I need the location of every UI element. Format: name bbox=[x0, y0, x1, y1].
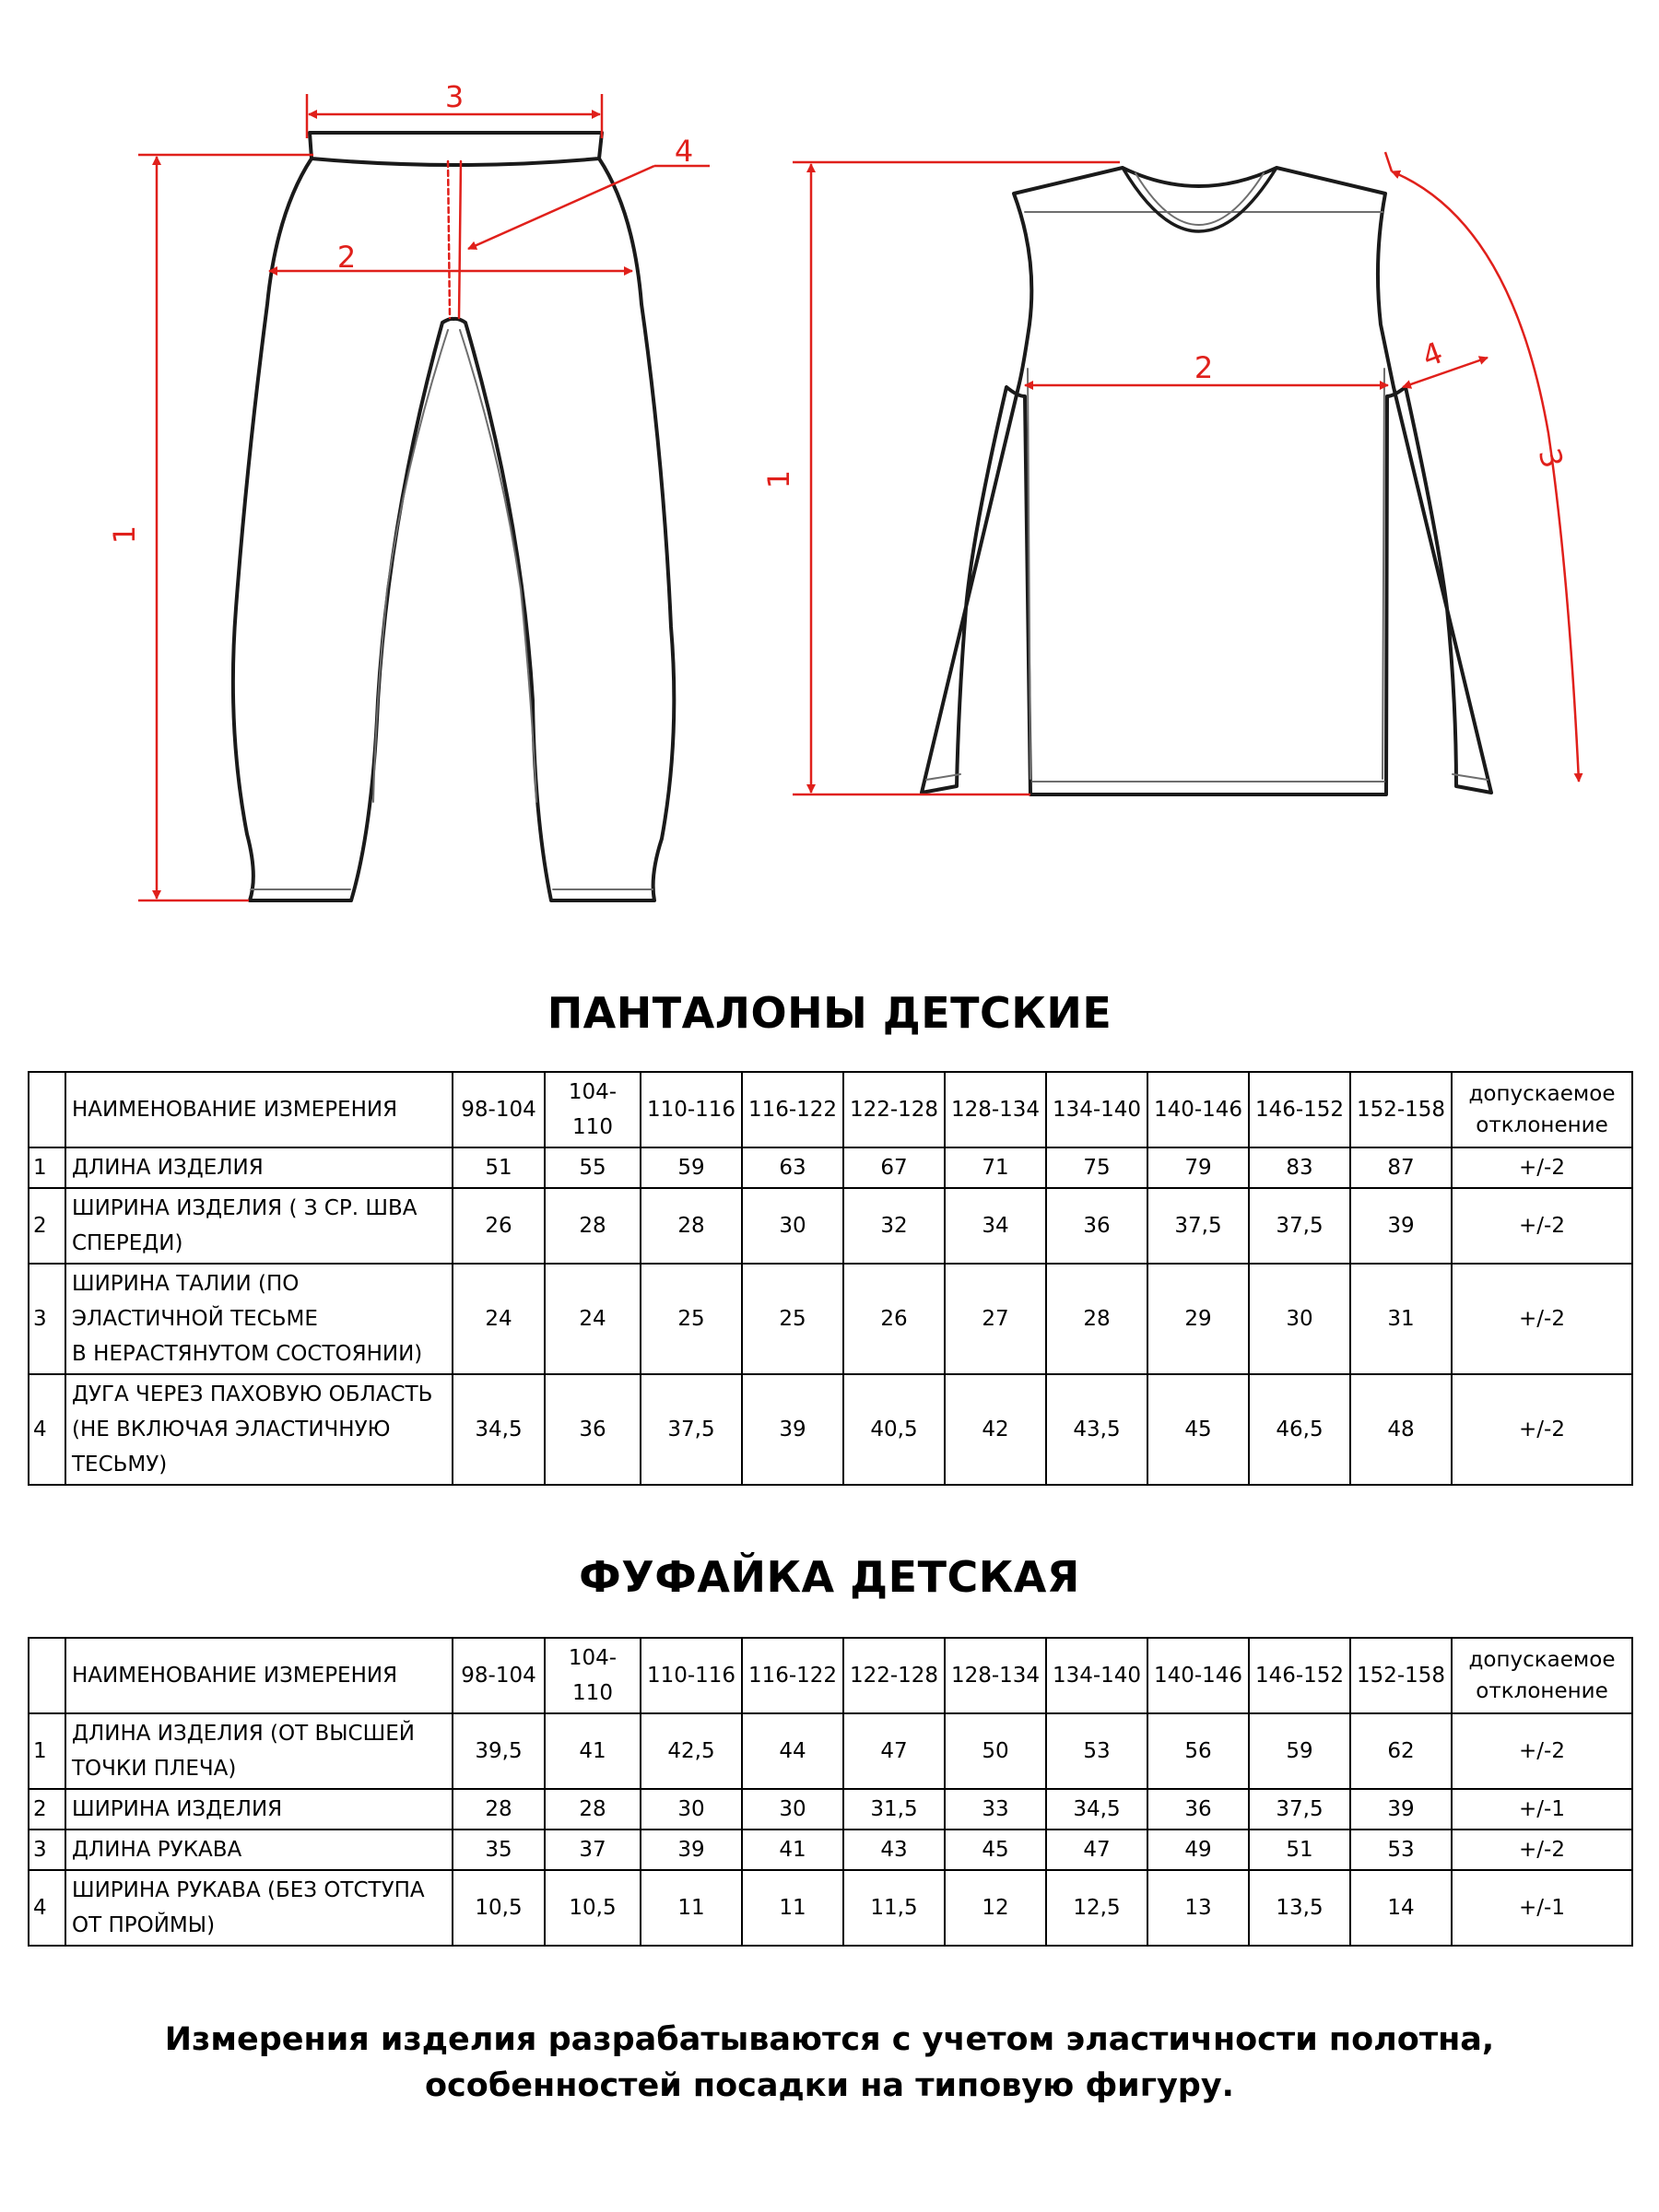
size-header: 104-110 bbox=[545, 1072, 641, 1147]
value-cell: 13,5 bbox=[1249, 1870, 1350, 1946]
row-number: 4 bbox=[29, 1374, 65, 1485]
value-cell: 83 bbox=[1249, 1147, 1350, 1188]
value-cell: 25 bbox=[641, 1264, 742, 1374]
value-cell: 11 bbox=[641, 1870, 742, 1946]
value-cell: 39 bbox=[1350, 1789, 1452, 1830]
value-cell: 53 bbox=[1350, 1830, 1452, 1870]
value-cell: 39 bbox=[1350, 1188, 1452, 1264]
measurement-name: ДЛИНА РУКАВА bbox=[65, 1830, 453, 1870]
shirt-label-length: 1 bbox=[761, 469, 796, 489]
header-num-cell bbox=[29, 1072, 65, 1147]
value-cell: 10,5 bbox=[545, 1870, 641, 1946]
table-row bbox=[29, 1830, 1632, 1870]
value-cell: 87 bbox=[1350, 1147, 1452, 1188]
pants-label-crotch: 4 bbox=[674, 134, 694, 169]
value-cell: 33 bbox=[945, 1789, 1046, 1830]
size-header: 122-128 bbox=[843, 1072, 945, 1147]
row-number: 2 bbox=[29, 1188, 65, 1264]
pants-drawing bbox=[233, 133, 674, 900]
value-cell: 26 bbox=[843, 1264, 945, 1374]
value-cell: 59 bbox=[1249, 1713, 1350, 1789]
header-name-cell: НАИМЕНОВАНИЕ ИЗМЕРЕНИЯ bbox=[65, 1638, 453, 1713]
table-row bbox=[29, 1713, 1632, 1789]
value-cell: 42,5 bbox=[641, 1713, 742, 1789]
tolerance-cell: +/-2 bbox=[1452, 1188, 1632, 1264]
value-cell: 37 bbox=[545, 1830, 641, 1870]
tolerance-cell: +/-2 bbox=[1452, 1374, 1632, 1485]
value-cell: 49 bbox=[1147, 1830, 1249, 1870]
footer-line-1: Измерения изделия разрабатываются с учетом эластичности полотна, bbox=[164, 2021, 1495, 2058]
value-cell: 26 bbox=[453, 1188, 545, 1264]
value-cell: 46,5 bbox=[1249, 1374, 1350, 1485]
row-number: 3 bbox=[29, 1264, 65, 1374]
value-cell: 28 bbox=[641, 1188, 742, 1264]
value-cell: 36 bbox=[1046, 1188, 1147, 1264]
value-cell: 55 bbox=[545, 1147, 641, 1188]
row-number: 2 bbox=[29, 1789, 65, 1830]
row-number: 1 bbox=[29, 1713, 65, 1789]
measurement-name: ШИРИНА ТАЛИИ (ПО ЭЛАСТИЧНОЙ ТЕСЬМЕ В НЕРАСТЯНУТОМ СОСТОЯНИИ) bbox=[65, 1264, 453, 1374]
footer-line-2: особенностей посадки на типовую фигуру. bbox=[425, 2067, 1234, 2104]
table-row bbox=[29, 1147, 1632, 1188]
shirt-body bbox=[922, 168, 1491, 794]
shirt-label-sleeve-width: 4 bbox=[1418, 335, 1448, 374]
pants-table-title: ПАНТАЛОНЫ ДЕТСКИЕ bbox=[547, 988, 1112, 1038]
table-row bbox=[29, 1789, 1632, 1830]
value-cell: 79 bbox=[1147, 1147, 1249, 1188]
value-cell: 63 bbox=[742, 1147, 843, 1188]
size-header: 116-122 bbox=[742, 1072, 843, 1147]
value-cell: 11,5 bbox=[843, 1870, 945, 1946]
value-cell: 43,5 bbox=[1046, 1374, 1147, 1485]
size-header: 146-152 bbox=[1249, 1072, 1350, 1147]
tolerance-cell: +/-1 bbox=[1452, 1789, 1632, 1830]
value-cell: 39 bbox=[742, 1374, 843, 1485]
value-cell: 14 bbox=[1350, 1870, 1452, 1946]
measurement-name: ШИРИНА ИЗДЕЛИЯ bbox=[65, 1789, 453, 1830]
value-cell: 13 bbox=[1147, 1870, 1249, 1946]
size-header: 140-146 bbox=[1147, 1072, 1249, 1147]
value-cell: 42 bbox=[945, 1374, 1046, 1485]
pants-waistband bbox=[310, 133, 602, 165]
value-cell: 39,5 bbox=[453, 1713, 545, 1789]
measurement-diagrams bbox=[0, 0, 1659, 922]
value-cell: 67 bbox=[843, 1147, 945, 1188]
size-header: 140-146 bbox=[1147, 1638, 1249, 1713]
value-cell: 51 bbox=[1249, 1830, 1350, 1870]
tolerance-cell: +/-2 bbox=[1452, 1264, 1632, 1374]
table-row bbox=[29, 1188, 1632, 1264]
value-cell: 25 bbox=[742, 1264, 843, 1374]
tolerance-cell: +/-2 bbox=[1452, 1830, 1632, 1870]
value-cell: 51 bbox=[453, 1147, 545, 1188]
shirt-table-title: ФУФАЙКА ДЕТСКАЯ bbox=[579, 1552, 1080, 1602]
size-header: 98-104 bbox=[453, 1072, 545, 1147]
value-cell: 40,5 bbox=[843, 1374, 945, 1485]
value-cell: 41 bbox=[545, 1713, 641, 1789]
tolerance-header: допускаемое отклонение bbox=[1452, 1638, 1632, 1713]
value-cell: 75 bbox=[1046, 1147, 1147, 1188]
value-cell: 62 bbox=[1350, 1713, 1452, 1789]
tolerance-header: допускаемое отклонение bbox=[1452, 1072, 1632, 1147]
shirt-drawing bbox=[922, 168, 1491, 794]
value-cell: 37,5 bbox=[641, 1374, 742, 1485]
size-header: 122-128 bbox=[843, 1638, 945, 1713]
value-cell: 12,5 bbox=[1046, 1870, 1147, 1946]
value-cell: 43 bbox=[843, 1830, 945, 1870]
size-header: 134-140 bbox=[1046, 1638, 1147, 1713]
size-header: 146-152 bbox=[1249, 1638, 1350, 1713]
pants-label-hip: 2 bbox=[336, 240, 357, 275]
shirt-label-sleeve-length: 3 bbox=[1531, 444, 1571, 472]
value-cell: 36 bbox=[545, 1374, 641, 1485]
value-cell: 11 bbox=[742, 1870, 843, 1946]
value-cell: 31 bbox=[1350, 1264, 1452, 1374]
tolerance-cell: +/-1 bbox=[1452, 1870, 1632, 1946]
pants-center-seam bbox=[448, 161, 450, 318]
tolerance-cell: +/-2 bbox=[1452, 1713, 1632, 1789]
value-cell: 59 bbox=[641, 1147, 742, 1188]
table-row bbox=[29, 1374, 1632, 1485]
value-cell: 31,5 bbox=[843, 1789, 945, 1830]
value-cell: 29 bbox=[1147, 1264, 1249, 1374]
size-header: 98-104 bbox=[453, 1638, 545, 1713]
value-cell: 27 bbox=[945, 1264, 1046, 1374]
pants-table-header-row bbox=[29, 1072, 1632, 1147]
shirt-label-width: 2 bbox=[1194, 350, 1214, 385]
value-cell: 41 bbox=[742, 1830, 843, 1870]
table-row bbox=[29, 1870, 1632, 1946]
value-cell: 30 bbox=[742, 1789, 843, 1830]
row-number: 3 bbox=[29, 1830, 65, 1870]
value-cell: 30 bbox=[641, 1789, 742, 1830]
tolerance-cell: +/-2 bbox=[1452, 1147, 1632, 1188]
row-number: 4 bbox=[29, 1870, 65, 1946]
value-cell: 47 bbox=[843, 1713, 945, 1789]
value-cell: 30 bbox=[742, 1188, 843, 1264]
header-num-cell bbox=[29, 1638, 65, 1713]
footer-note bbox=[0, 2017, 1659, 2109]
pants-size-table bbox=[28, 1071, 1633, 1486]
value-cell: 24 bbox=[545, 1264, 641, 1374]
size-header: 116-122 bbox=[742, 1638, 843, 1713]
measurement-name: ШИРИНА ИЗДЕЛИЯ ( З СР. ШВА СПЕРЕДИ) bbox=[65, 1188, 453, 1264]
value-cell: 45 bbox=[945, 1830, 1046, 1870]
value-cell: 37,5 bbox=[1147, 1188, 1249, 1264]
value-cell: 34 bbox=[945, 1188, 1046, 1264]
measurement-name: ДУГА ЧЕРЕЗ ПАХОВУЮ ОБЛАСТЬ (НЕ ВКЛЮЧАЯ ЭЛАСТИЧНУЮ ТЕСЬМУ) bbox=[65, 1374, 453, 1485]
value-cell: 10,5 bbox=[453, 1870, 545, 1946]
value-cell: 47 bbox=[1046, 1830, 1147, 1870]
value-cell: 37,5 bbox=[1249, 1789, 1350, 1830]
shirt-dimensions bbox=[793, 152, 1579, 794]
pants-label-waist: 3 bbox=[444, 79, 465, 114]
size-header: 152-158 bbox=[1350, 1638, 1452, 1713]
value-cell: 28 bbox=[545, 1188, 641, 1264]
measurement-name: ДЛИНА ИЗДЕЛИЯ bbox=[65, 1147, 453, 1188]
value-cell: 53 bbox=[1046, 1713, 1147, 1789]
value-cell: 50 bbox=[945, 1713, 1046, 1789]
row-number: 1 bbox=[29, 1147, 65, 1188]
size-header: 128-134 bbox=[945, 1072, 1046, 1147]
size-header: 128-134 bbox=[945, 1638, 1046, 1713]
header-name-cell: НАИМЕНОВАНИЕ ИЗМЕРЕНИЯ bbox=[65, 1072, 453, 1147]
value-cell: 37,5 bbox=[1249, 1188, 1350, 1264]
value-cell: 32 bbox=[843, 1188, 945, 1264]
value-cell: 34,5 bbox=[453, 1374, 545, 1485]
size-header: 110-116 bbox=[641, 1072, 742, 1147]
measurement-name: ДЛИНА ИЗДЕЛИЯ (ОТ ВЫСШЕЙ ТОЧКИ ПЛЕЧА) bbox=[65, 1713, 453, 1789]
value-cell: 48 bbox=[1350, 1374, 1452, 1485]
value-cell: 24 bbox=[453, 1264, 545, 1374]
value-cell: 56 bbox=[1147, 1713, 1249, 1789]
value-cell: 12 bbox=[945, 1870, 1046, 1946]
value-cell: 71 bbox=[945, 1147, 1046, 1188]
value-cell: 34,5 bbox=[1046, 1789, 1147, 1830]
size-header: 134-140 bbox=[1046, 1072, 1147, 1147]
size-header: 104-110 bbox=[545, 1638, 641, 1713]
value-cell: 28 bbox=[1046, 1264, 1147, 1374]
shirt-table-header-row bbox=[29, 1638, 1632, 1713]
value-cell: 30 bbox=[1249, 1264, 1350, 1374]
value-cell: 36 bbox=[1147, 1789, 1249, 1830]
value-cell: 44 bbox=[742, 1713, 843, 1789]
value-cell: 28 bbox=[545, 1789, 641, 1830]
value-cell: 35 bbox=[453, 1830, 545, 1870]
value-cell: 45 bbox=[1147, 1374, 1249, 1485]
table-row bbox=[29, 1264, 1632, 1374]
size-header: 152-158 bbox=[1350, 1072, 1452, 1147]
shirt-size-table bbox=[28, 1637, 1633, 1947]
measurement-name: ШИРИНА РУКАВА (БЕЗ ОТСТУПА ОТ ПРОЙМЫ) bbox=[65, 1870, 453, 1946]
size-header: 110-116 bbox=[641, 1638, 742, 1713]
value-cell: 39 bbox=[641, 1830, 742, 1870]
value-cell: 28 bbox=[453, 1789, 545, 1830]
pants-label-length: 1 bbox=[107, 524, 142, 545]
